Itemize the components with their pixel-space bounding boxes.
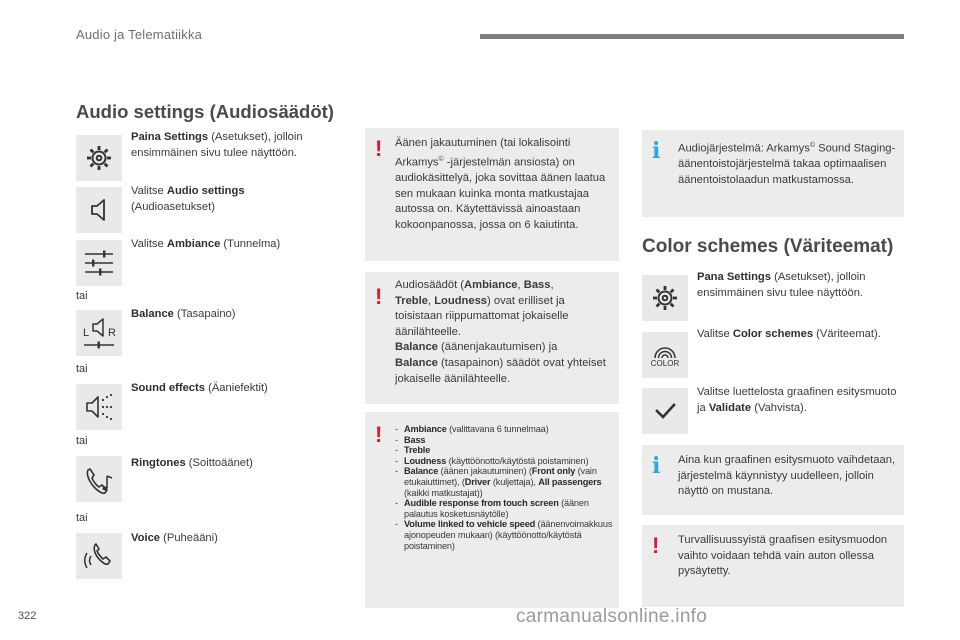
- list-item: - Bass: [395, 435, 613, 446]
- warning-note-audio-settings: ! Audiosäädöt (Ambiance, Bass, Treble, Loudness) ovat erilliset ja toisistaan riippumattomat jokaiselle äänilähteelle. Balance (äänenjakautumisen) ja Balance (tasapainon) säädöt ovat yhteiset jokaiselle äänilähteelle.: [365, 272, 619, 404]
- header-rule: [480, 34, 904, 39]
- step-balance: Balance (Tasapaino): [131, 308, 236, 320]
- step-audio-settings: Valitse Audio settings (Audioasetukset): [131, 185, 245, 213]
- page-number: 322: [18, 610, 37, 622]
- separator-tai: tai: [76, 512, 88, 524]
- warning-icon: !: [375, 284, 383, 309]
- step-validate: Valitse luettelosta graafinen esitysmuoto ja Validate (Vahvista).: [697, 386, 897, 414]
- info-icon: i: [652, 138, 661, 164]
- list-item: - Balance (äänen jakautuminen) (Front only (vain etukaiuttimet), (Driver (kuljettaja), All passengers (kaikki matkustajat)): [395, 466, 613, 498]
- color-icon: [642, 332, 688, 378]
- color-schemes-title: Color schemes (Väriteemat): [642, 236, 894, 257]
- balance-lr-icon: [76, 310, 122, 356]
- step-voice: Voice (Puheääni): [131, 532, 218, 544]
- separator-tai: tai: [76, 435, 88, 447]
- step-ringtones: Ringtones (Soittoäänet): [131, 457, 253, 469]
- warning-icon: !: [652, 533, 660, 558]
- svg-text:L: L: [83, 327, 90, 339]
- sound-effects-icon: [76, 384, 122, 430]
- svg-text:R: R: [108, 327, 116, 339]
- step-pana-settings: Pana Settings (Asetukset), jolloin ensimmäinen sivu tulee näyttöön.: [697, 271, 866, 299]
- step-color-schemes: Valitse Color schemes (Väriteemat).: [697, 328, 881, 340]
- list-item: - Loudness (käyttöönotto/käytöstä poistaminen): [395, 456, 613, 467]
- equalizer-icon: [76, 240, 122, 286]
- step-sound-effects: Sound effects (Äaniefektit): [131, 382, 268, 394]
- separator-tai: tai: [76, 363, 88, 375]
- speaker-icon: [76, 187, 122, 233]
- info-note-arkamys: i Audiojärjestelmä: Arkamys© Sound Staging-äänentoistojärjestelmä takaa optimaalisen äänentoistolaadun matkustamossa.: [642, 130, 904, 217]
- checkmark-icon: [642, 388, 688, 434]
- warning-icon: !: [375, 422, 383, 447]
- list-item: - Treble: [395, 445, 613, 456]
- settings-gear-icon: [642, 275, 688, 321]
- watermark: carmanualsonline.info: [516, 606, 708, 627]
- list-item: - Ambiance (valittavana 6 tunnelmaa): [395, 424, 613, 435]
- audio-settings-title: Audio settings (Audiosäädöt): [76, 101, 334, 122]
- running-header: Audio ja Telematiikka: [76, 27, 203, 42]
- info-icon: i: [652, 453, 661, 479]
- step-paina-settings: Paina Settings (Asetukset), jolloin ensimmäinen sivu tulee näyttöön.: [131, 131, 303, 159]
- warning-note-settings-list: [365, 412, 619, 608]
- warning-icon: !: [375, 136, 383, 161]
- settings-gear-icon: [76, 135, 122, 181]
- separator-tai: tai: [76, 290, 88, 302]
- color-icon-label: COLOR: [650, 358, 680, 368]
- ringtones-icon: [76, 456, 122, 502]
- step-ambiance: Valitse Ambiance (Tunnelma): [131, 238, 281, 250]
- list-item: - Volume linked to vehicle speed (äänenvoimakkuus ajonopeuden mukaan) (käyttöönotto/käytöstä poistaminen): [395, 519, 613, 551]
- info-note-restart: i Aina kun graafinen esitysmuoto vaihdetaan, järjestelmä käynnistyy uudelleen, jolloin näyttö on mustana.: [642, 445, 904, 515]
- list-item: - Audible response from touch screen (äänen palautus kosketusnäytölle): [395, 498, 613, 519]
- warning-note-safety: ! Turvallisuussyistä graafisen esitysmuodon vaihto voidaan tehdä vain auton ollessa pysäytetty.: [642, 525, 904, 607]
- settings-list: [395, 424, 613, 551]
- warning-note-distribution: ! Äänen jakautuminen (tai lokalisointi Arkamys© -järjestelmän ansiosta) on audiokäsittelyä, joka sovittaa äänen laatua sen mukaan kuinka monta matkustajaa autossa on. Käytettävissä ainoastaan kokoonpanossa, jossa on 6 kaiutinta.: [365, 128, 619, 261]
- voice-icon: [76, 533, 122, 579]
